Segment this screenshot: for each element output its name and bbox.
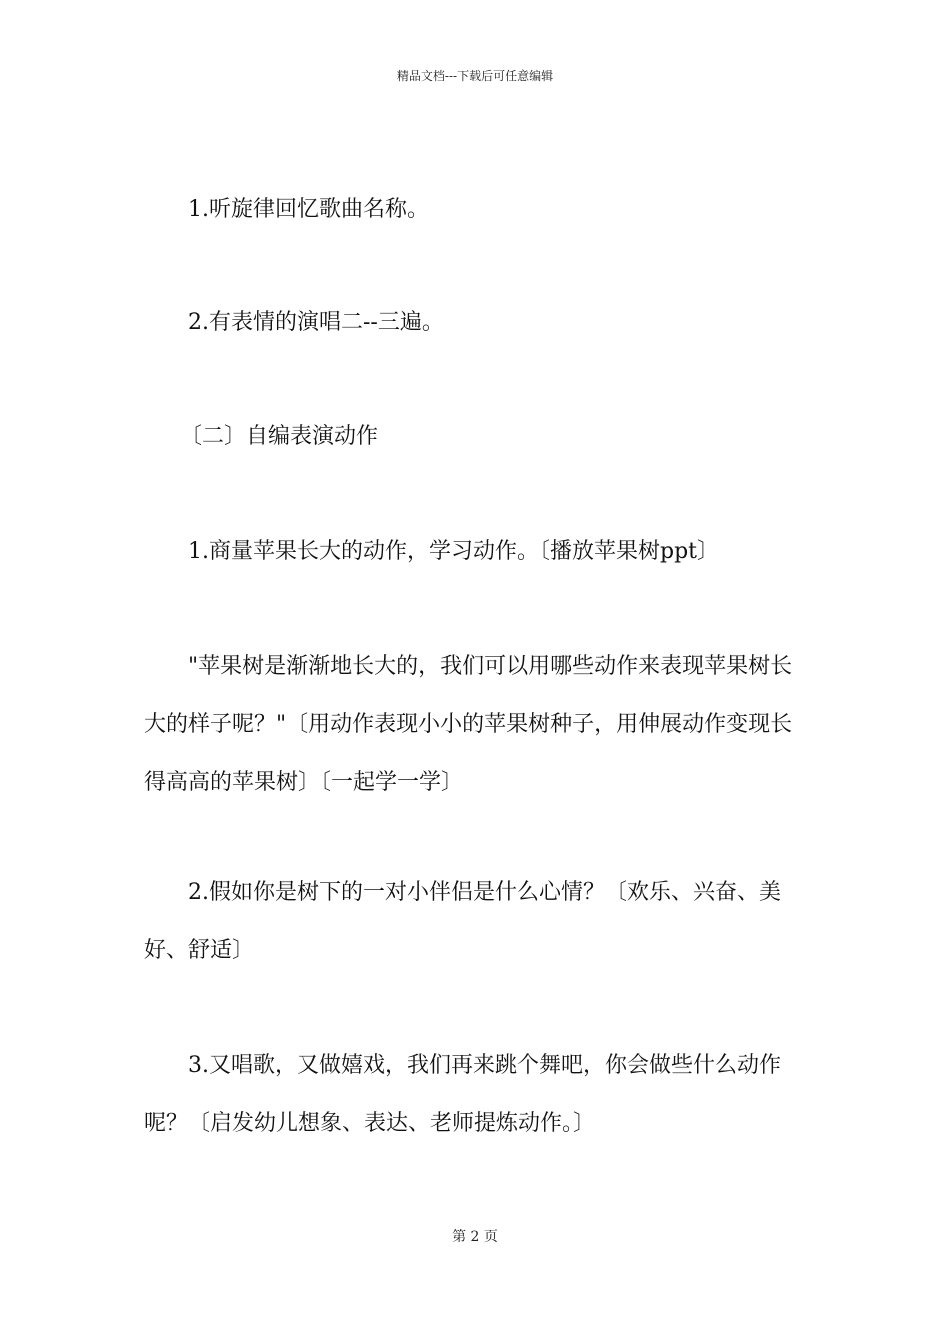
paragraph-step-1: 1.听旋律回忆歌曲名称。: [188, 197, 429, 222]
section-heading: 〔二〕自编表演动作: [180, 424, 379, 449]
page-header: 精品文档---下载后可任意编辑: [396, 69, 554, 83]
paragraph-dance-question: 3.又唱歌，又做嬉戏，我们再来跳个舞吧，你会做些什么动作呢？〔启发幼儿想象、表达、老师提炼动作。〕: [144, 1053, 781, 1136]
paragraph-step-2: 2.有表情的演唱二--三遍。: [188, 310, 444, 335]
page-number: 第 2 页: [452, 1229, 498, 1245]
paragraph-mood-question: 2.假如你是树下的一对小伴侣是什么心情？〔欢乐、兴奋、美好、舒适〕: [144, 880, 781, 963]
paragraph-discuss-actions: 1.商量苹果长大的动作，学习动作。〔播放苹果树ppt〕: [188, 539, 719, 564]
paragraph-quote: "苹果树是渐渐地长大的，我们可以用哪些动作来表现苹果树长大的样子呢？"〔用动作表现小小的苹果树种子，用伸展动作变现长得高高的苹果树〕〔一起学一学〕: [144, 654, 793, 795]
